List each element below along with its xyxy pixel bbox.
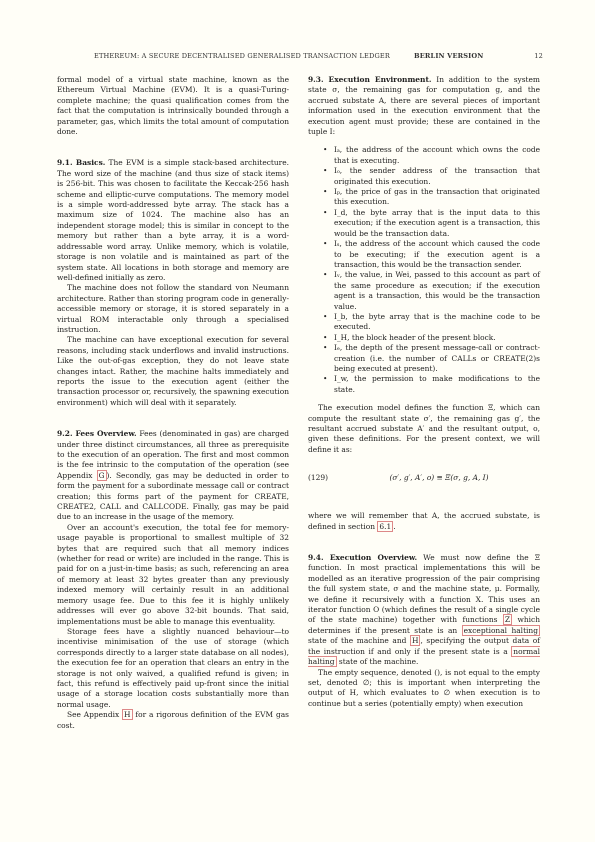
- normal-halting-link[interactable]: normal halting: [308, 646, 540, 667]
- paragraph: Storage fees have a slightly nuanced behaviour—to incentivise minimisation of the use of storage (which corresponds directly to a larger state database on all nodes), the execution fee for an operation that clears an entry in the storage is not only waived, a qualified refund is given; in fact, this refund is effectively paid up-front since the initial usage of a storage location costs substantially more than normal usage.: [57, 626, 289, 709]
- section-9-1: [57, 158, 289, 283]
- list-item: • Iₚ, the price of gas in the transaction that originated this execution.: [334, 187, 540, 208]
- paragraph-text: We must now define the Ξ function. In most practical implementations this will be modelled as an iterative progression of the pair comprising the full system state, σ and the machine state, μ. Formally, we define it recursively with a function X. This uses an iterator function O (which defines the result of a single cycle of the state machine) together with functions: [308, 553, 540, 625]
- list-item: • Iₒ, the sender address of the transaction that originated this execution.: [334, 166, 540, 187]
- section-6-1-link[interactable]: 6.1: [379, 521, 392, 531]
- paragraph: The machine does not follow the standard von Neumann architecture. Rather than storing program code in generally-accessible memory or storage, it is stored separately in a virtual ROM interactable only through a specialised instruction.: [57, 283, 289, 334]
- paragraph-text: which determines if the present state is an: [308, 615, 540, 635]
- version-label: BERLIN VERSION: [414, 52, 484, 60]
- section-heading: 9.2. Fees Overview.: [57, 429, 137, 439]
- list-item: • I_b, the byte array that is the machine code to be executed.: [334, 312, 540, 333]
- list-item: • I_H, the block header of the present block.: [334, 333, 540, 343]
- paragraph-text: See Appendix: [67, 710, 122, 720]
- paragraph-text: where we will remember that A, the accrued substate, is defined in section: [308, 511, 540, 531]
- equation-129: [308, 461, 540, 501]
- appendix-g-link[interactable]: G: [98, 470, 105, 480]
- list-item: • Iₑ, the depth of the present message-call or contract-creation (i.e. the number of CALLs or CREATE(2)s being executed at present).: [334, 343, 540, 374]
- paragraph: The empty sequence, denoted (), is not equal to the empty set, denoted ∅; this is important when interpreting the output of H, which evaluates to ∅ when execution is to continue but a series (potentially empty) when execution: [308, 667, 540, 708]
- section-heading: 9.3. Execution Environment.: [308, 75, 432, 84]
- list-item: • Iᵥ, the value, in Wei, passed to this account as part of the same procedure as execution; if the execution agent is a transaction, this would be the transaction value.: [334, 270, 540, 312]
- right-column: [308, 75, 540, 709]
- paragraph: [308, 511, 540, 532]
- paragraph-text: The EVM is a simple stack-based architecture. The word size of the machine (and thus size of stack items) is 256-bit. This was chosen to facilitate the Keccak-256 hash scheme and elliptic-curve computations. The memory model is a simple word-addressed byte array. The stack has a maximum size of 1024. The machine also has an independent storage model; this is similar in concept to the memory but rather than a byte array, it is a word-addressable word array. Unlike memory, which is volatile, storage is non volatile and is maintained as part of the system state. All locations in both storage and memory are well-defined initially as zero.: [57, 158, 289, 282]
- list-item: • Iₐ, the address of the account which owns the code that is executing.: [334, 145, 540, 166]
- paragraph-text: Fees (denominated in gas) are charged under three distinct circumstances, all three as prerequisite to the execution of an operation. The first and most common is the fee intrinsic to the computation of the operation (see Appendix: [57, 429, 289, 480]
- environment-list: [308, 145, 540, 395]
- list-item: • Iₛ, the address of the account which caused the code to be executing; if the execution agent is a transaction, this would be the transaction sender.: [334, 239, 540, 270]
- paragraph-text: state of the machine.: [336, 657, 419, 667]
- paragraph-text: , specifying the output data of the instruction if and only if the present state is a: [308, 636, 540, 656]
- z-function-link[interactable]: Z: [504, 615, 511, 625]
- list-item: • I_d, the byte array that is the input data to this execution; if the execution agent is a transaction, this would be the transaction data.: [334, 208, 540, 239]
- equation-number: (129): [308, 473, 328, 483]
- paragraph-text: ). Secondly, gas may be deducted in order to form the payment for a subordinate message call or contract creation; this forms part of the payment for CREATE, CREATE2, CALL and CALLCODE. Finally, gas may be paid due to an increase in the usage of the memory.: [57, 470, 289, 522]
- section-heading: 9.1. Basics.: [57, 158, 106, 168]
- section-9-2: [57, 429, 289, 523]
- paragraph-text: In addition to the system state σ, the remaining gas for computation g, and the accrued substate A, there are several pieces of important information used in the execution environment that the execution agent must provide; these are contained in the tuple I:: [308, 75, 540, 137]
- h-function-link[interactable]: H: [411, 636, 419, 646]
- exceptional-halting-link[interactable]: exceptional halting: [463, 625, 538, 635]
- list-item: • I_w, the permission to make modifications to the state.: [334, 374, 540, 395]
- paragraph-text: for a rigorous definition of the EVM gas cost.: [57, 710, 289, 730]
- paper-title: ETHEREUM: A SECURE DECENTRALISED GENERALISED TRANSACTION LEDGER: [94, 52, 390, 60]
- paragraph: The machine can have exceptional execution for several reasons, including stack underflows and invalid instructions. Like the out-of-gas exception, they do not leave state changes intact. Rather, the machine halts immediately and reports the issue to the execution agent (either the transaction processor or, recursively, the spawning execution environment) which will deal with it separately.: [57, 335, 289, 407]
- paragraph: The execution model defines the function Ξ, which can compute the resultant state σ′, the remaining gas g′, the resultant accrued substate A′ and the resultant output, o, given these definitions. For the present context, we will define it as:: [308, 403, 540, 454]
- section-9-4: [308, 553, 540, 667]
- section-heading: 9.4. Execution Overview.: [308, 553, 418, 563]
- paragraph: Over an account's execution, the total fee for memory-usage payable is proportional to smallest multiple of 32 bytes that are required such that all memory indices (whether for read or write) are included in the range. This is paid for on a just-in-time basis; as such, referencing an area of memory at least 32 bytes greater than any previously indexed memory will certainly result in an additional memory usage fee. Due to this fee it is highly unlikely addresses will ever go above 32-bit bounds. That said, implementations must be able to manage this eventuality.: [57, 522, 289, 626]
- intro-paragraph: formal model of a virtual state machine, known as the Ethereum Virtual Machine (EVM). It is a quasi-Turing-complete machine; the quasi qualification comes from the fact that the computation is intrinsically bounded through a parameter, gas, which limits the total amount of computation done.: [57, 75, 289, 137]
- paragraph: [57, 710, 289, 731]
- appendix-h-link[interactable]: H: [124, 710, 131, 720]
- section-9-3: [308, 75, 540, 137]
- paragraph-text: state of the machine and: [308, 636, 410, 646]
- left-column: [57, 75, 289, 731]
- paragraph-text: .: [393, 521, 396, 531]
- page-number: 12: [534, 52, 543, 60]
- equation-body: (σ′, g′, A′, o) ≡ Ξ(σ, g, A, I): [389, 473, 489, 483]
